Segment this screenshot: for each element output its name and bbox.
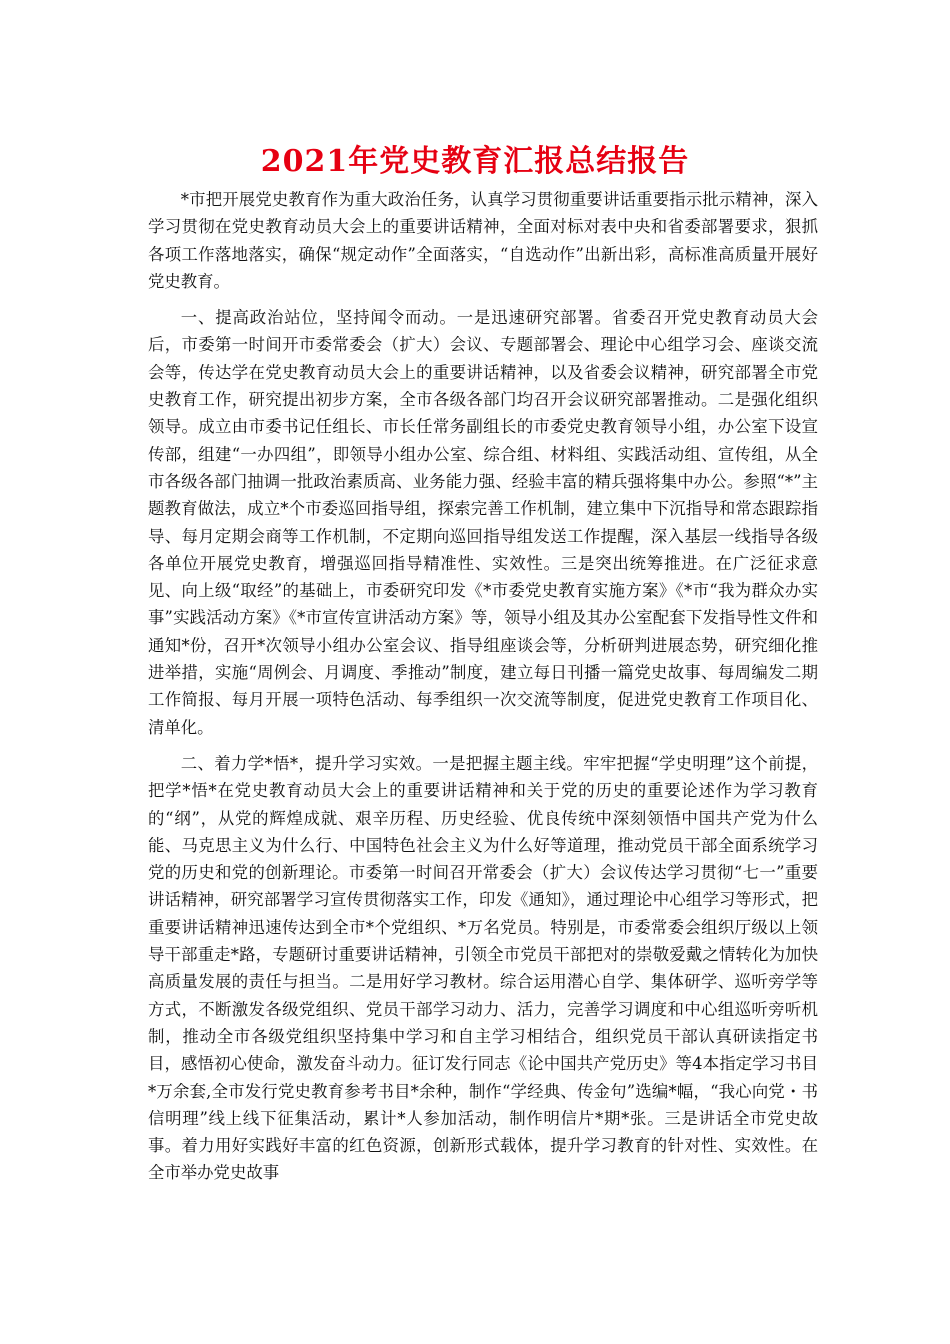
document-body [148, 186, 818, 1196]
paragraph-intro: *市把开展党史教育作为重大政治任务，认真学习贯彻重要讲话重要指示批示精神，深入学习贯彻在党史教育动员大会上的重要讲话精神，全面对标对表中央和省委部署要求，狠抓各项工作落地落实，确保“规定动作”全面落实，“自选动作”出新出彩，高标准高质量开展好党史教育。 [148, 190, 818, 291]
paragraph-section-1: 一、提高政治站位，坚持闻令而动。一是迅速研究部署。省委召开党史教育动员大会后，市委第一时间开市委常委会（扩大）会议、专题部署会、理论中心组学习会、座谈交流会等，传达学在党史教育动员大会上的重要讲话精神，以及省委会议精神，研究部署全市党史教育工作，研究提出初步方案，全市各级各部门均召开会议研究部署推动。二是强化组织领导。成立由市委书记任组长、市长任常务副组长的市委党史教育领导小组，办公室下设宣传部，组建“一办四组”，即领导小组办公室、综合组、材料组、实践活动组、宣传组，从全市各级各部门抽调一批政治素质高、业务能力强、经验丰富的精兵强将集中办公。参照“*”主题教育做法，成立*个市委巡回指导组，探索完善工作机制，建立集中下沉指导和常态跟踪指导、每月定期会商等工作机制，不定期向巡回指导组发送工作提醒，深入基层一线指导各级各单位开展党史教育，增强巡回指导精准性、实效性。三是突出统筹推进。在广泛征求意见、向上级“取经”的基础上，市委研究印发《*市委党史教育实施方案》《*市“我为群众办实事”实践活动方案》《*市宣传宣讲活动方案》等，领导小组及其办公室配套下发指导性文件和通知*份，召开*次领导小组办公室会议、指导组座谈会等，分析研判进展态势，研究细化推进举措，实施“周例会、月调度、季推动”制度，建立每日刊播一篇党史故事、每周编发二期工作简报、每月开展一项特色活动、每季组织一次交流等制度，促进党史教育工作项目化、清单化。 [148, 308, 818, 737]
document-title: 2021年党史教育汇报总结报告 [260, 144, 690, 179]
paragraph-section-2: 二、着力学*悟*，提升学习实效。一是把握主题主线。牢牢把握“学史明理”这个前提，把学*悟*在党史教育动员大会上的重要讲话精神和关于党的历史的重要论述作为学习教育的“纲”，从党的辉煌成就、艰辛历程、历史经验、优良传统中深刻领悟中国共产党为什么能、马克思主义为什么行、中国特色社会主义为什么好等道理，推动党员干部全面系统学习党的历史和党的创新理论。市委第一时间召开常委会（扩大）会议传达学习贯彻“七一”重要讲话精神，研究部署学习宣传贯彻落实工作，印发《通知》，通过理论中心组学习等形式，把重要讲话精神迅速传达到全市*个党组织、*万名党员。特别是，市委常委会组织厅级以上领导干部重走*路，专题研讨重要讲话精神，引领全市党员干部把对的崇敬爱戴之情转化为加快高质量发展的责任与担当。二是用好学习教材。综合运用潜心自学、集体研学、巡听旁学等方式，不断激发各级党组织、党员干部学习动力、活力，完善学习调度和中心组巡听旁听机制，推动全市各级党组织坚持集中学习和自主学习相结合，组织党员干部认真研读指定书目，感悟初心使命，激发奋斗动力。征订发行同志《论中国共产党历史》等4本指定学习书目*万余套,全市发行党史教育参考书目*余种，制作“学经典、传金句”选编*幅，“我心向党・书信明理”线上线下征集活动，累计*人参加活动，制作明信片*期*张。三是讲话全市党史故事。着力用好实践好丰富的红色资源，创新形式载体，提升学习教育的针对性、实效性。在全市举办党史故事 [148, 753, 818, 1183]
